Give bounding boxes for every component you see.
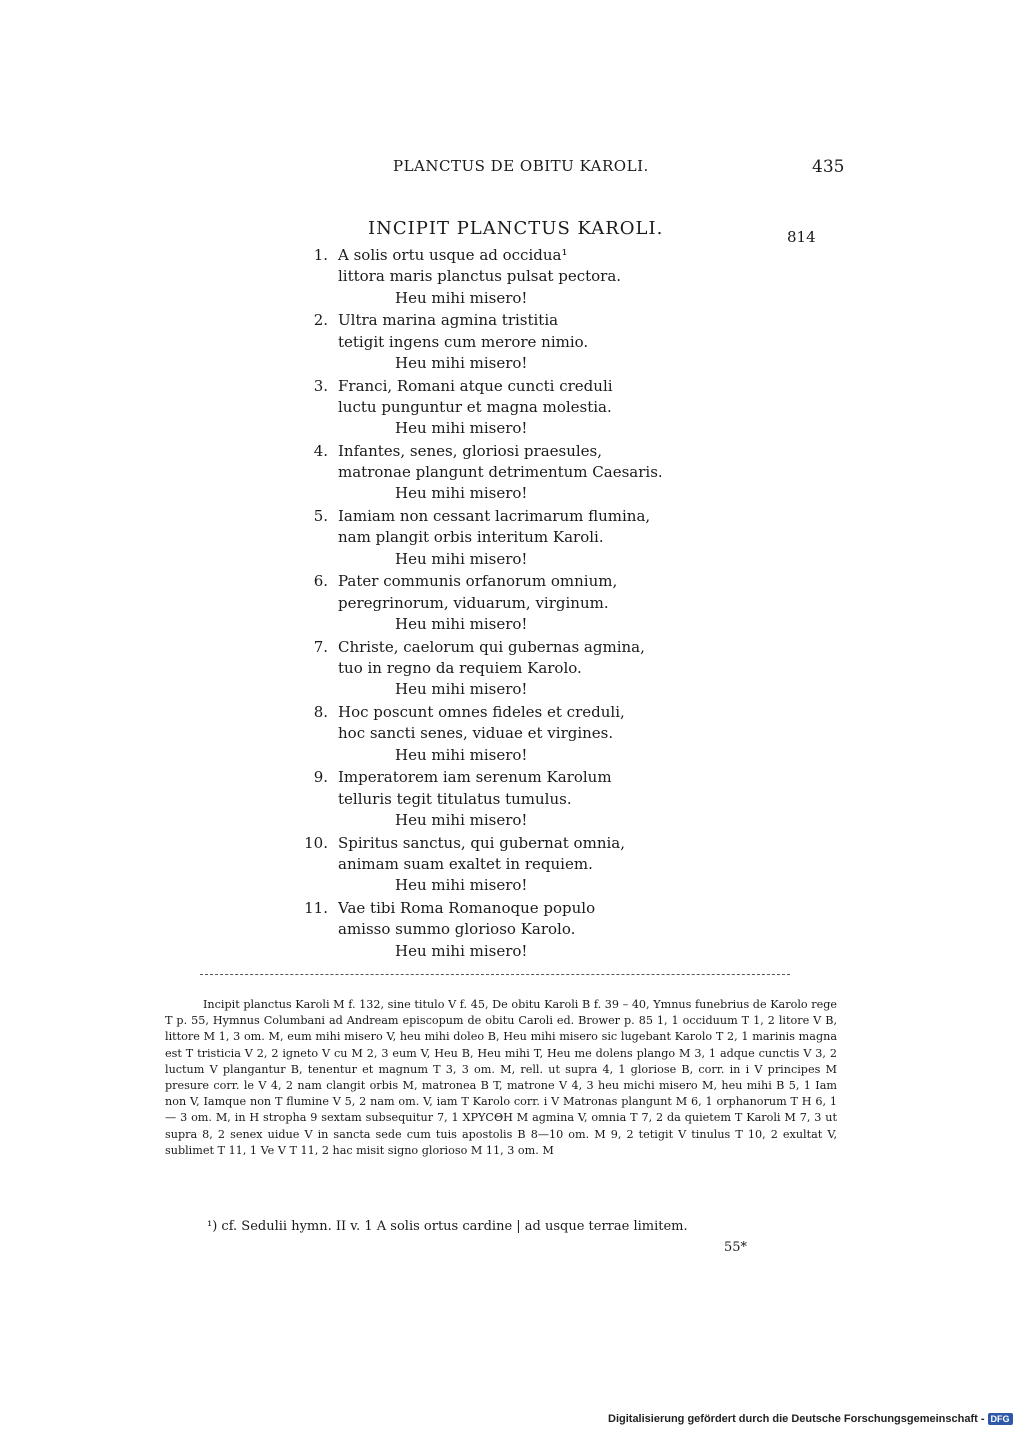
stanza-line: Iamiam non cessant lacrimarum flumina, — [338, 507, 651, 526]
digitization-credit — [608, 1413, 1013, 1425]
stanza-line: nam plangit orbis interitum Karoli. — [338, 528, 604, 547]
stanza — [298, 506, 778, 571]
stanza-number: 5. — [313, 507, 328, 526]
stanza-line: matronae plangunt detrimentum Caesaris. — [338, 463, 663, 482]
stanza-number: 10. — [304, 833, 328, 852]
stanza-number: 4. — [313, 441, 328, 460]
stanza-line: animam suam exaltet in requiem. — [338, 854, 593, 873]
dfg-logo: DFG — [988, 1413, 1013, 1425]
stanza-line: amisso summo glorioso Karolo. — [338, 920, 576, 939]
page-number: 435 — [812, 157, 845, 177]
stanza-line: Infantes, senes, gloriosi praesules, — [338, 441, 603, 460]
stanza-line: Hoc poscunt omnes fideles et creduli, — [338, 703, 625, 722]
stanza — [298, 245, 778, 310]
stanza-refrain: Heu mihi misero! — [395, 876, 528, 895]
stanza-line: Christe, caelorum qui gubernas agmina, — [338, 637, 645, 656]
credit-text: Digitalisierung gefördert durch die Deutsche Forschungsgemeinschaft - — [608, 1413, 985, 1425]
footnote: ¹) cf. Sedulii hymn. II v. 1 A solis ortus cardine | ad usque terrae limitem. — [207, 1219, 688, 1234]
stanza-line: peregrinorum, viduarum, virginum. — [338, 593, 609, 612]
stanza-number: 8. — [313, 703, 328, 722]
stanza-line: littora maris planctus pulsat pectora. — [338, 267, 622, 286]
stanza — [298, 376, 778, 441]
stanza-refrain: Heu mihi misero! — [395, 419, 528, 438]
stanza-line: Spiritus sanctus, qui gubernat omnia, — [338, 833, 625, 852]
margin-year: 814 — [787, 228, 816, 246]
separator-rule — [200, 974, 790, 975]
running-head: PLANCTUS DE OBITU KAROLI. — [393, 157, 649, 175]
stanza-line: luctu punguntur et magna molestia. — [338, 397, 612, 416]
stanza — [298, 833, 778, 898]
stanza-line: Vae tibi Roma Romanoque populo — [338, 898, 596, 917]
stanza — [298, 702, 778, 767]
stanza-number: 2. — [313, 311, 328, 330]
poem-stanzas — [298, 245, 778, 963]
stanza-refrain: Heu mihi misero! — [395, 941, 528, 960]
critical-apparatus: Incipit planctus Karoli M f. 132, sine titulo V f. 45, De obitu Karoli B f. 39 – 40, Ymnus funebrius de Karolo rege T p. 55, Hymnus Columbani ad Andream episcopum de obitu Caroli ed. Brower p. 85 1, 1 occiduum T 1, 2 litore V B, littore M 1, 3 om. M, eum mihi misero V, heu mihi doleo B, Heu mihi misero sic lugebant Karolo T 2, 1 marinis magna est T tristicia V 2, 2 igneto V cu M 2, 3 eum V, Heu B, Heu mihi T, Heu me dolens plango M 3, 1 adque cunctis V 3, 2 luctum V plangantur B, tenentur et magnum T 3, 3 om. M, rell. ut supra 4, 1 gloriose B, corr. in i V principes M presure corr. le V 4, 2 nam clangit orbis M, matronea B T, matrone V 4, 3 heu michi misero M, heu mihi B 5, 1 Iam non V, Iamque non T flumine V 5, 2 nam om. V, iam T Karolo corr. i V Matronas plangunt M 6, 1 orphanorum T H 6, 1 — 3 om. M, in H stropha 9 sextam subsequitur 7, 1 ΧΡΥCΘΗ M agmina V, omnia T 7, 2 da quietem T Karoli M 7, 3 ut supra 8, 2 senex uidue V in sancta sede cum tuis apostolis B 8—10 om. M 9, 2 tetigit V tinulus T 10, 2 exultat V, sublimet T 11, 1 Ve V T 11, 2 hac misit signo glorioso M 11, 3 om. M — [165, 998, 837, 1157]
stanza-line: Franci, Romani atque cuncti creduli — [338, 376, 613, 395]
stanza-line: Pater communis orfanorum omnium, — [338, 572, 618, 591]
stanza-line: tetigit ingens cum merore nimio. — [338, 332, 589, 351]
stanza — [298, 767, 778, 832]
stanza-line: Ultra marina agmina tristitia — [338, 311, 559, 330]
stanza-number: 7. — [313, 637, 328, 656]
stanza-refrain: Heu mihi misero! — [395, 549, 528, 568]
stanza-number: 1. — [313, 246, 328, 264]
printer-signature: 55* — [724, 1240, 748, 1255]
stanza-line: Imperatorem iam serenum Karolum — [338, 768, 612, 787]
stanza-number: 3. — [313, 376, 328, 395]
stanza-refrain: Heu mihi misero! — [395, 680, 528, 699]
stanza — [298, 310, 778, 375]
stanza — [298, 571, 778, 636]
stanza-line: tuo in regno da requiem Karolo. — [338, 659, 582, 678]
stanza — [298, 441, 778, 506]
stanza-number: 9. — [313, 768, 328, 787]
stanza-number: 6. — [313, 572, 328, 591]
stanza-refrain: Heu mihi misero! — [395, 745, 528, 764]
stanza-line: hoc sancti senes, viduae et virgines. — [338, 724, 614, 743]
stanza-number: 11. — [304, 898, 328, 917]
stanza-refrain: Heu mihi misero! — [395, 615, 528, 634]
poem-title: INCIPIT PLANCTUS KAROLI. — [368, 218, 664, 239]
stanza-line: A solis ortu usque ad occidua¹ — [338, 246, 568, 264]
stanza — [298, 898, 778, 963]
stanza-refrain: Heu mihi misero! — [395, 353, 528, 372]
stanza — [298, 637, 778, 702]
stanza-refrain: Heu mihi misero! — [395, 484, 528, 503]
stanza-refrain: Heu mihi misero! — [395, 810, 528, 829]
stanza-line: telluris tegit titulatus tumulus. — [338, 789, 572, 808]
stanza-refrain: Heu mihi misero! — [395, 288, 528, 307]
